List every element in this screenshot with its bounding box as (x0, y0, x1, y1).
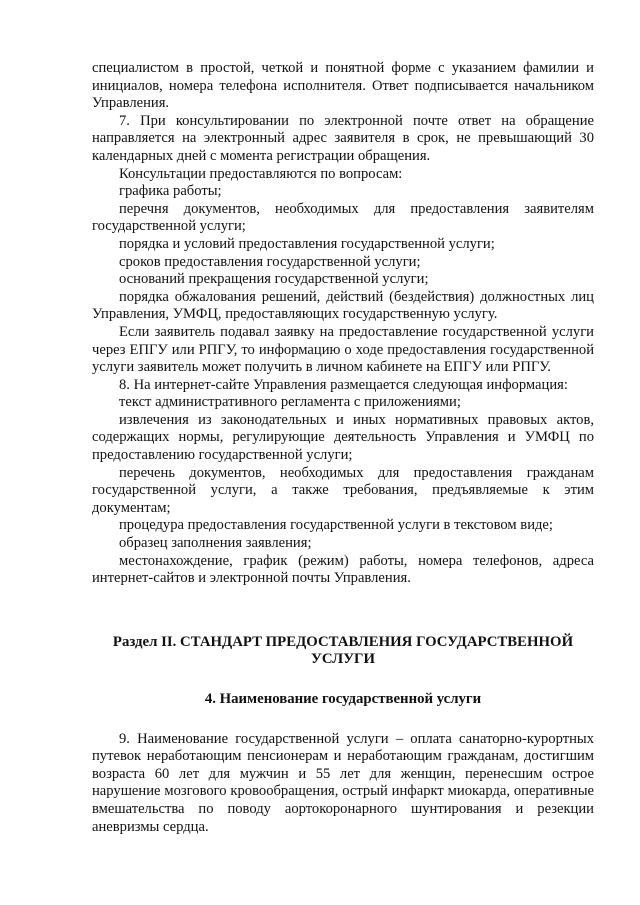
sub-heading: 4. Наименование государственной услуги (204, 691, 482, 707)
list-item: сроков предоставления государственной услуги; (119, 253, 421, 270)
paragraph-item-8: 8. На интернет-сайте Управления размещается следующая информация: (119, 376, 568, 393)
list-item: перечня документов, необходимых для предоставления заявителям государственной услуги; (92, 200, 594, 235)
list-item: процедура предоставления государственной услуги в текстовом виде; (119, 517, 553, 534)
list-item: образец заполнения заявления; (119, 535, 312, 552)
paragraph-continuation: специалистом в простой, четкой и понятной форме с указанием фамилии и инициалов, номера телефона исполнителя. Ответ подписывается начальником Управления. (92, 60, 594, 112)
list-item: перечень документов, необходимых для предоставления гражданам государственной услуги, а также требования, предъявляемые к этим документам; (92, 464, 594, 516)
list-item: порядка обжалования решений, действий (бездействия) должностных лиц Управления, УМФЦ, предоставляющих государственную услугу. (92, 288, 594, 323)
paragraph-epgu-info: Если заявитель подавал заявку на предоставление государственной услуги через ЕПГУ или РПГУ, то информацию о ходе предоставления государственной услуги заявитель может получить в личном кабинете на ЕПГУ или РПГУ. (92, 323, 594, 376)
list-item: порядка и условий предоставления государственной услуги; (119, 235, 495, 252)
section-heading: Раздел II. СТАНДАРТ ПРЕДОСТАВЛЕНИЯ ГОСУДАРСТВЕННОЙ УСЛУГИ (112, 633, 574, 668)
paragraph-consultation-topics: Консультации предоставляются по вопросам: (119, 165, 403, 182)
list-item: графика работы; (119, 183, 222, 200)
list-item: текст административного регламента с приложениями; (119, 394, 461, 411)
list-item: местонахождение, график (режим) работы, номера телефонов, адреса интернет-сайтов и электронной почты Управления. (92, 552, 594, 587)
spacer (92, 709, 594, 731)
paragraph-item-7: 7. При консультировании по электронной почте ответ на обращение направляется на электронный адрес заявителя в срок, не превышающий 30 календарных дней с момента регистрации обращения. (92, 112, 594, 164)
list-item: оснований прекращения государственной услуги; (119, 271, 429, 288)
document-page (92, 60, 594, 836)
paragraph-item-9: 9. Наименование государственной услуги – оплата санаторно-курортных путевок неработающим пенсионерам и неработающим гражданам, достигшим возраста 60 лет для мужчин и 55 лет для женщин, перенесшим острое нарушение мозгового кровообращения, острый инфаркт миокарда, оперативные вмешательства по поводу аортокоронарного шунтирования и резекции аневризмы сердца. (92, 730, 594, 835)
list-item: извлечения из законодательных и иных нормативных правовых актов, содержащих нормы, регулирующие деятельность Управления и УМФЦ по предоставлению государственной услуги; (92, 411, 594, 464)
